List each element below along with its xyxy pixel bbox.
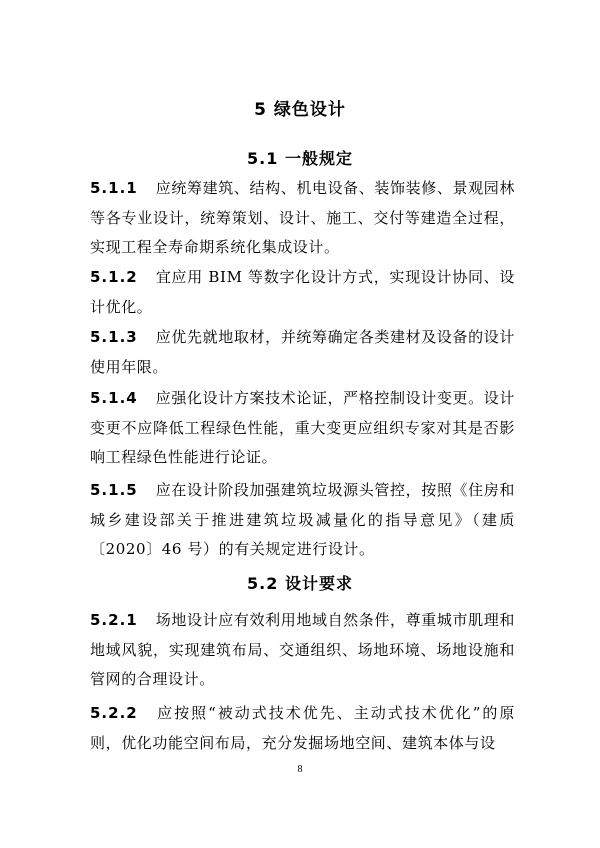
clause-5-2-2 [90,699,515,758]
clause-text: 应优先就地取材，并统筹确定各类建材及设备的设计使用年限。 [90,328,515,376]
section-title-5-2: 5.2 设计要求 [247,574,353,593]
clause-5-2-1 [90,606,515,695]
clause-5-1-2 [90,263,515,322]
clause-number: 5.1.5 [90,481,138,499]
clause-5-1-3 [90,323,515,382]
clause-5-1-5 [90,476,515,565]
clause-text: 应统筹建筑、结构、机电设备、装饰装修、景观园林等各专业设计，统筹策划、设计、施工、交付等建造全过程，实现工程全寿命期系统化集成设计。 [90,179,515,256]
clause-number: 5.2.2 [90,704,138,722]
clause-number: 5.1.4 [90,389,138,407]
clause-text: 宜应用 BIM 等数字化设计方式，实现设计协同、设计优化。 [90,268,515,316]
clause-number: 5.1.3 [90,328,138,346]
clause-number: 5.1.2 [90,268,138,286]
clause-text: 应在设计阶段加强建筑垃圾源头管控，按照《住房和城乡建设部关于推进建筑垃圾减量化的指导意见》（建质〔2020〕46 号）的有关规定进行设计。 [90,481,515,558]
clause-text: 场地设计应有效利用地域自然条件，尊重城市肌理和地域风貌，实现建筑布局、交通组织、场地环境、场地设施和管网的合理设计。 [90,611,515,688]
section-title-5-1: 5.1 一般规定 [247,149,353,168]
clause-number: 5.1.1 [90,179,138,197]
clause-text: 应强化设计方案技术论证，严格控制设计变更。设计变更不应降低工程绿色性能，重大变更应组织专家对其是否影响工程绿色性能进行论证。 [90,389,515,466]
clause-5-1-4 [90,384,515,473]
clause-5-1-1 [90,174,515,263]
clause-number: 5.2.1 [90,611,138,629]
chapter-title: 5 绿色设计 [254,100,346,120]
page-number: 8 [297,764,303,775]
clause-text: 应按照“被动式技术优先、主动式技术优化”的原则，优化功能空间布局，充分发掘场地空间、建筑本体与设 [90,704,515,752]
